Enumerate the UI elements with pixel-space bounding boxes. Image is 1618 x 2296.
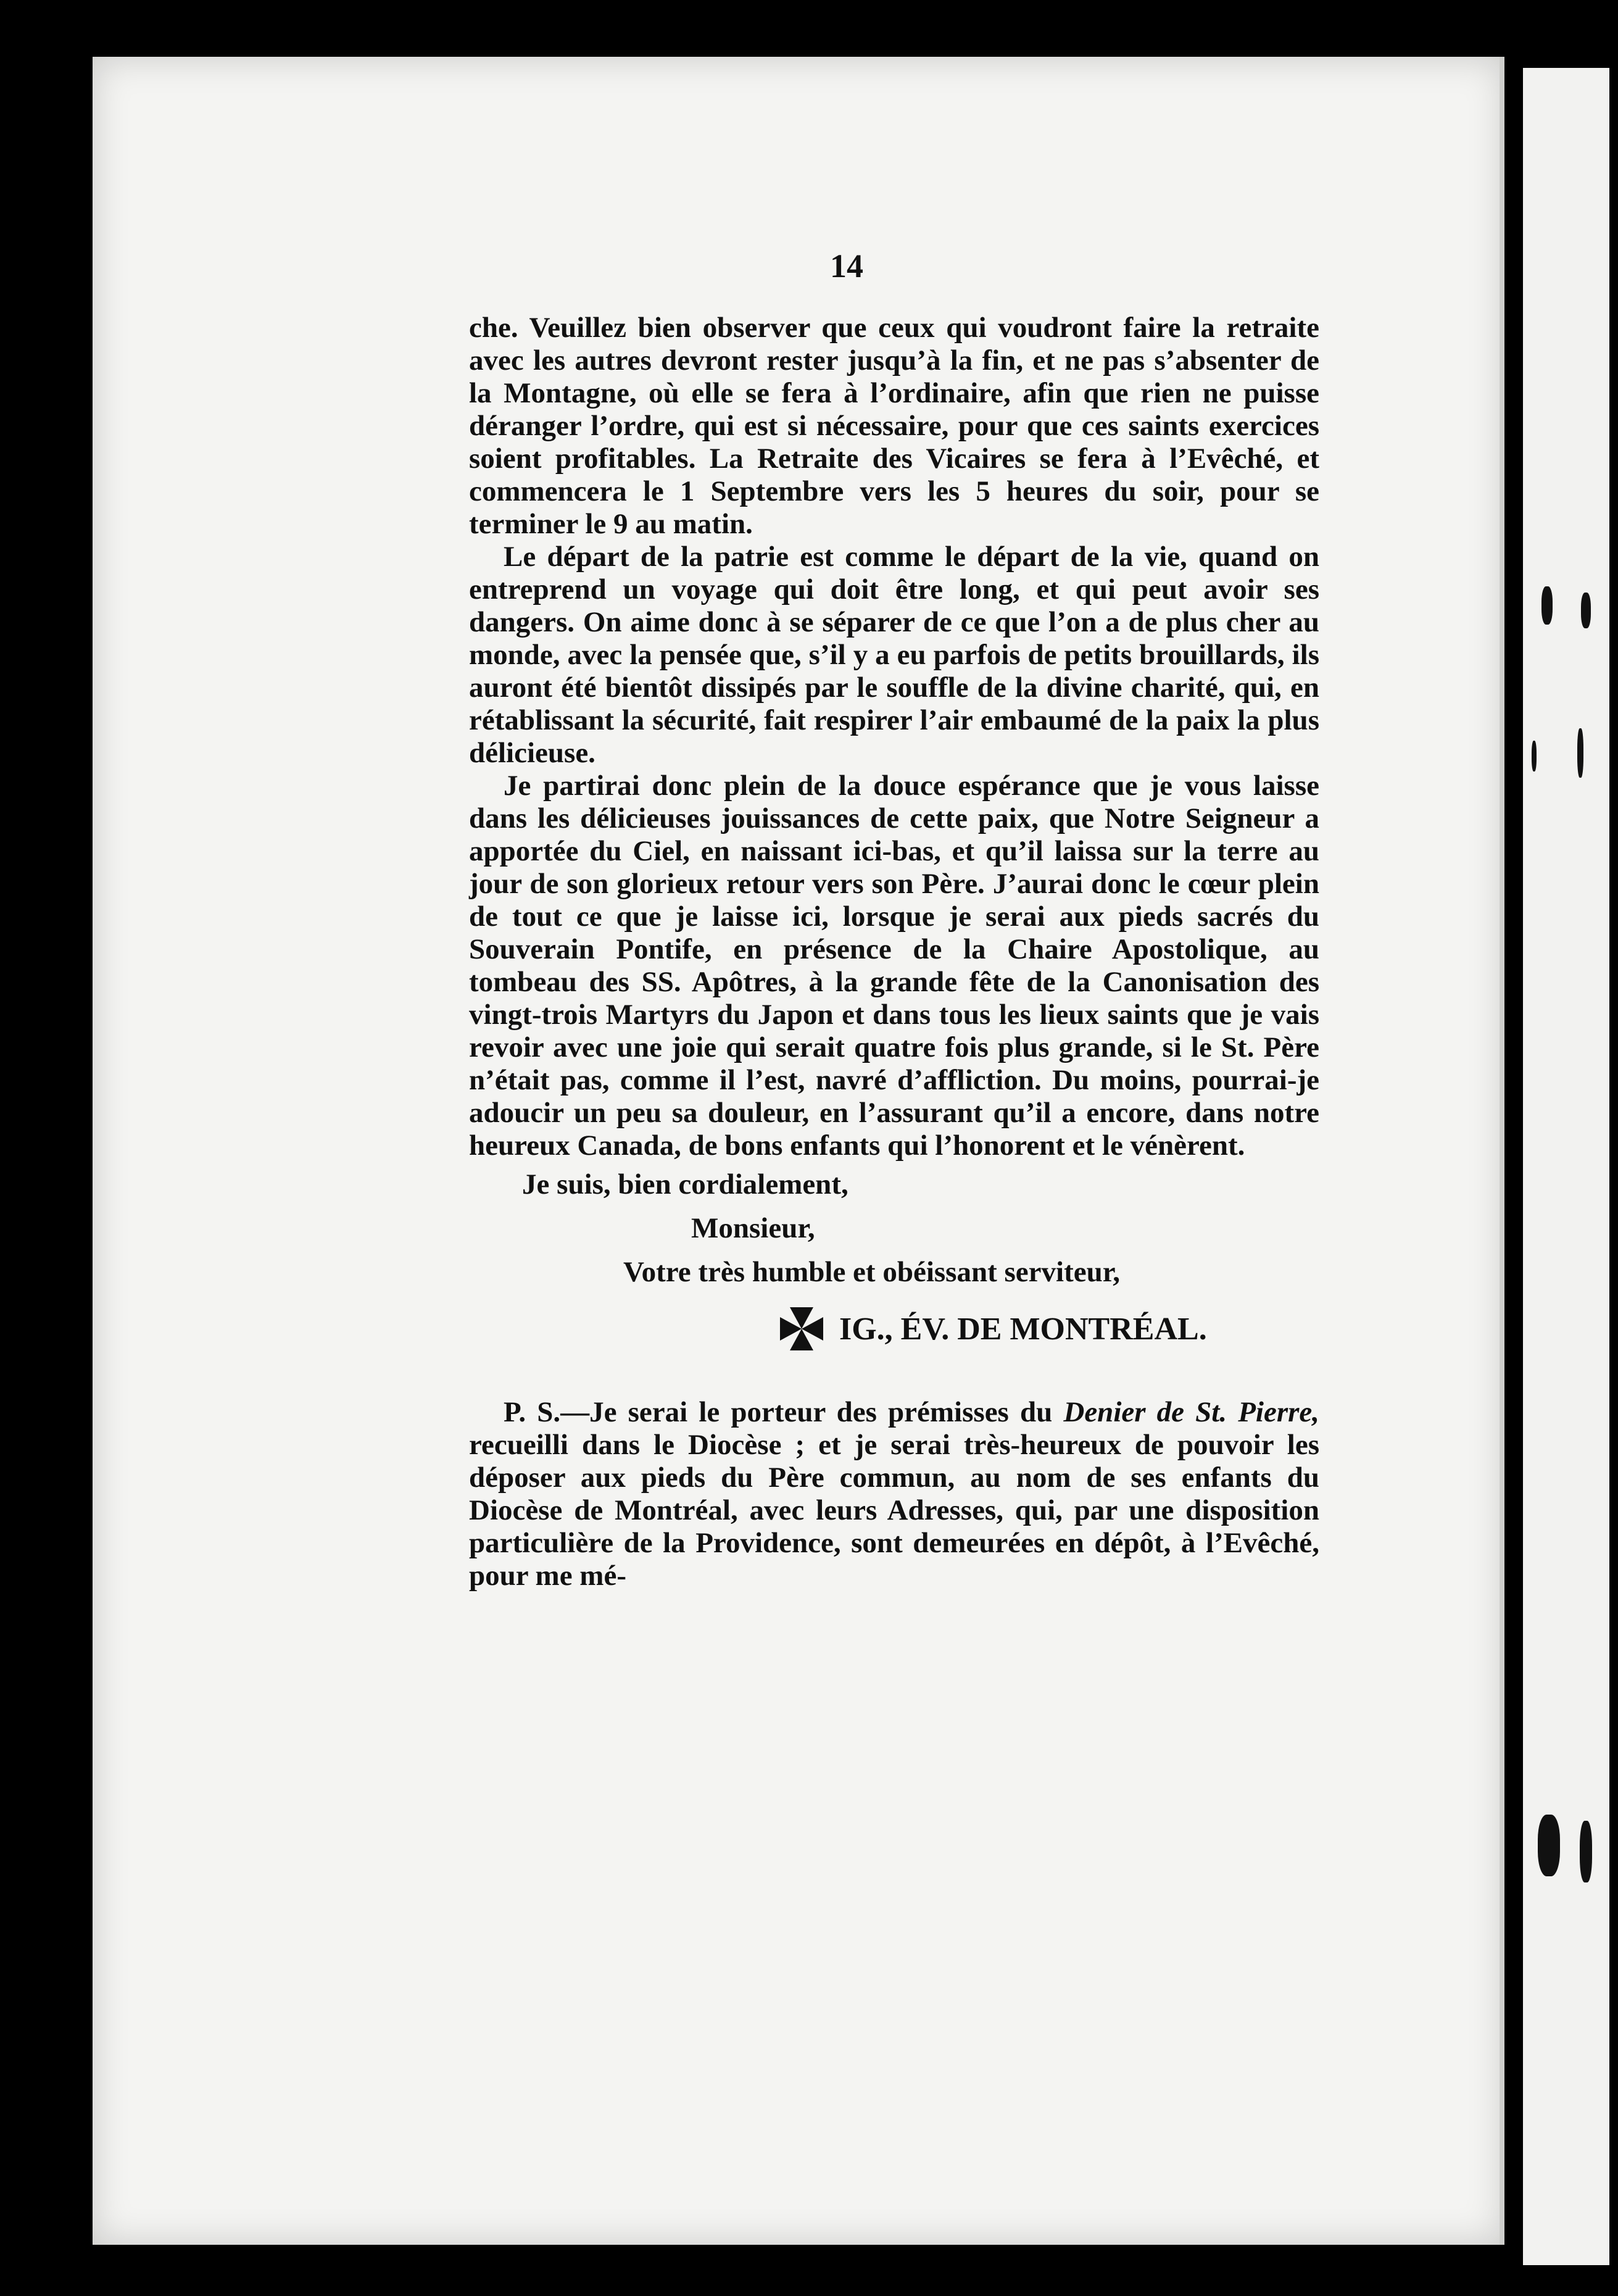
paragraph-3: Je partirai donc plein de la douce espérance que je vous laisse dans les délicieuses jouissances de cette paix, que Notre Seigneur a apportée du Ciel, en naissant ici-bas, et qu’il laissa sur la terre au jour de son glorieux retour vers son Père. J’aurai donc le cœur plein de tout ce que je laisse ici, lorsque je serai aux pieds sacrés du Souverain Pontife, en présence de la Chaire Apostolique, au tombeau des SS. Apôtres, à la grande fête de la Canonisation des vingt-trois Martyrs du Japon et dans tous les lieux saints que je vais revoir avec une joie qui serait quatre fois plus grande, si le St. Père n’était pas, comme il l’est, navré d’affliction. Du moins, pourrai-je adoucir un peu sa douleur, en l’assurant qu’il a encore, dans notre heureux Canada, de bons enfants qui l’honorent et le vénèrent. xyxy=(469,770,1319,1162)
scan-mark xyxy=(1581,593,1591,628)
paragraph-1: che. Veuillez bien observer que ceux qui voudront faire la retraite avec les autres devront rester jusqu’à la fin, et ne pas s’absenter de la Montagne, où elle se fera à l’ordinaire, afin que rien ne puisse déranger l’ordre, qui est si nécessaire, pour que ces saints exercices soient profitables. La Retraite des Vicaires se fera à l’Evêché, et commencera le 1 Septembre vers les 5 heures du soir, pour se terminer le 9 au matin. xyxy=(469,312,1319,540)
postscript-rest: recueilli dans le Diocèse ; et je serai très-heureux de pouvoir les déposer aux pieds du Père commun, au nom de ses enfants du Diocèse de Montréal, avec leurs Adresses, qui, par une disposition particulière de la Providence, sont demeurées en dépôt, à l’Evêché, pour me mé- xyxy=(469,1429,1319,1592)
letter-body xyxy=(469,312,1319,1592)
maltese-cross-icon xyxy=(778,1305,826,1353)
closing-formula: Votre très humble et obéissant serviteur, xyxy=(623,1256,1121,1288)
postscript-italic: Denier de St. Pierre, xyxy=(1063,1396,1320,1428)
adjacent-page-edge xyxy=(1523,68,1609,2265)
postscript xyxy=(469,1396,1319,1592)
scan-mark xyxy=(1532,741,1537,772)
signature-text: IG., ÉV. DE MONTRÉAL. xyxy=(839,1311,1207,1347)
page-number: 14 xyxy=(830,247,863,285)
scan-mark xyxy=(1580,1821,1592,1882)
scan-mark xyxy=(1577,728,1583,778)
scan-mark xyxy=(1538,1815,1560,1876)
closing-greeting: Je suis, bien cordialement, xyxy=(522,1168,848,1200)
signature-line xyxy=(469,1305,1319,1353)
salutation: Monsieur, xyxy=(691,1212,815,1244)
paragraph-2: Le départ de la patrie est comme le départ de la vie, quand on entreprend un voyage qui doit être long, et qui peut avoir ses dangers. On aime donc à se séparer de ce que l’on a de plus cher au monde, avec la pensée que, s’il y a eu parfois de petits brouillards, ils auront été bientôt dissipés par le souffle de la divine charité, qui, en rétablissant la sécurité, fait respirer l’air embaumé de la paix la plus délicieuse. xyxy=(469,541,1319,769)
scan-mark xyxy=(1541,586,1553,625)
postscript-lead: P. S.—Je serai le porteur des prémisses du xyxy=(504,1396,1064,1428)
